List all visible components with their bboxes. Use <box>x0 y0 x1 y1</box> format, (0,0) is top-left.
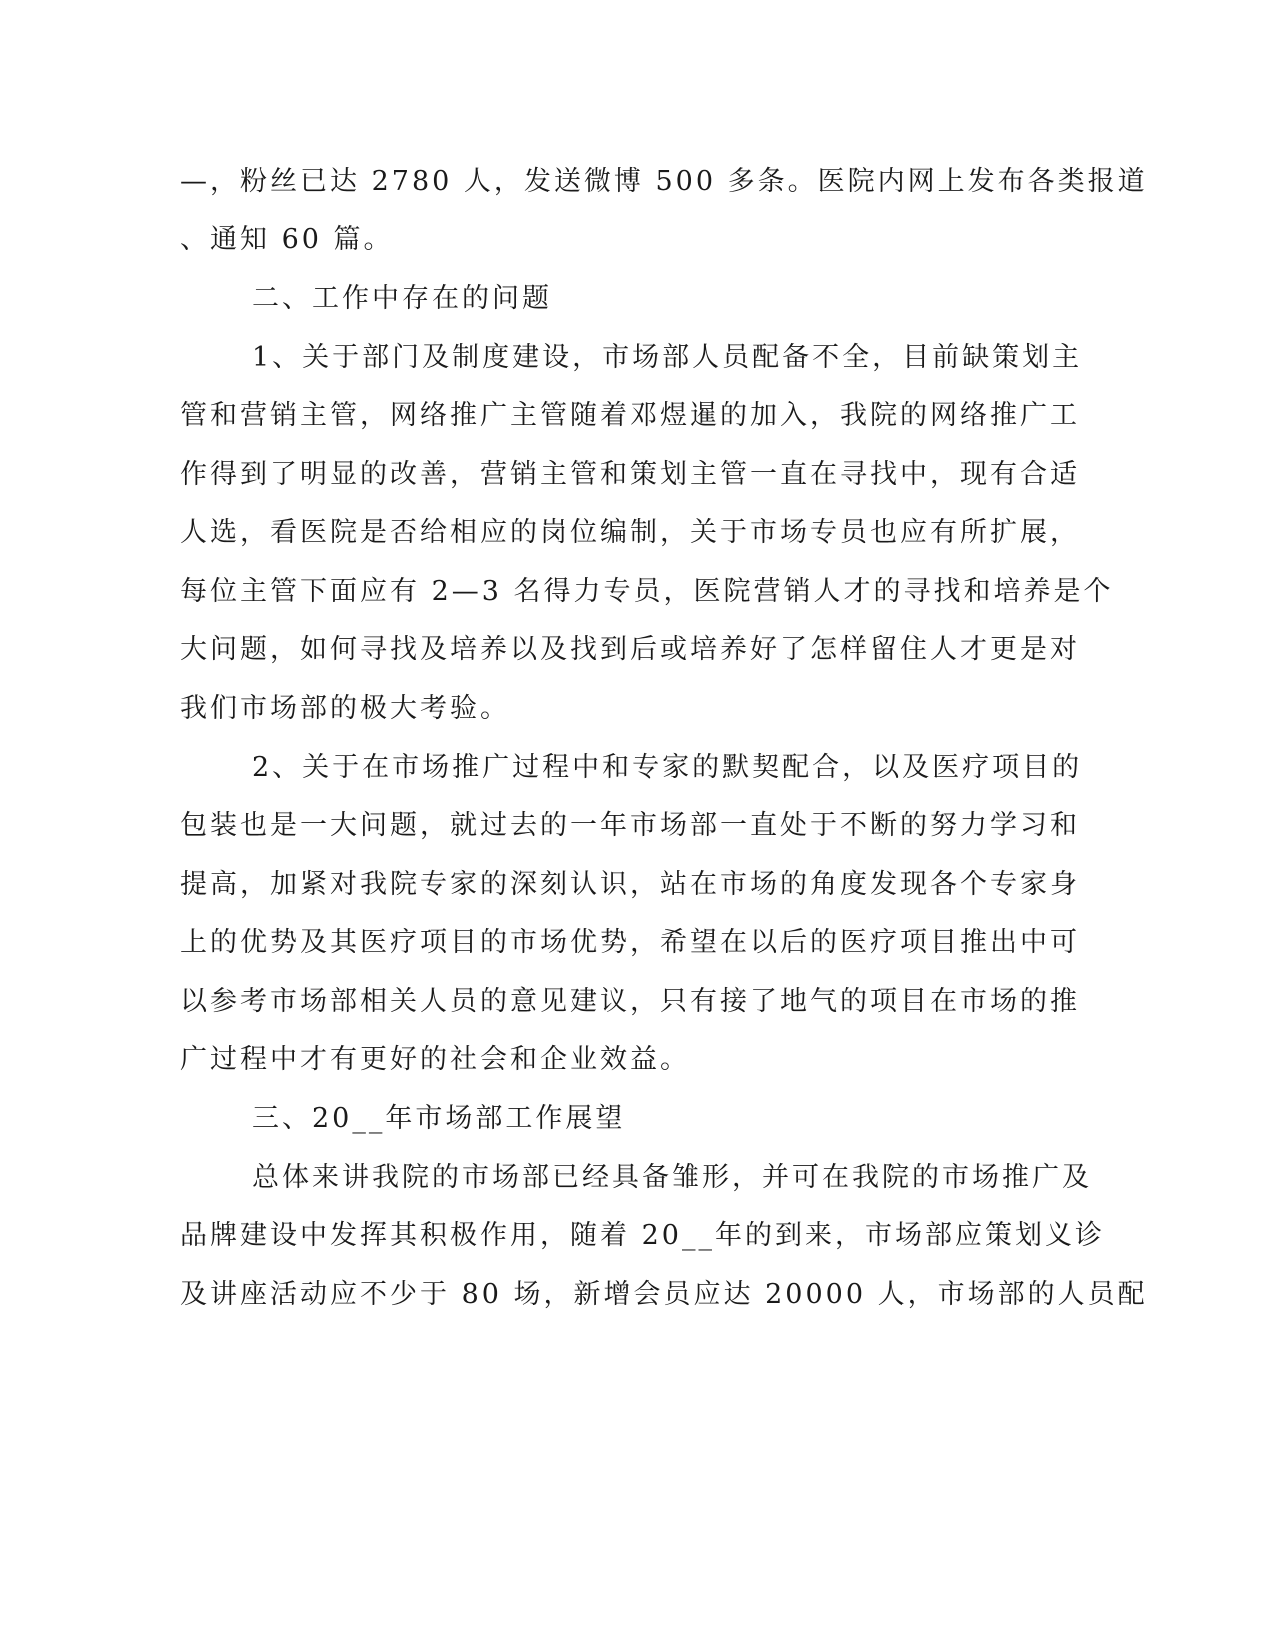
text-line: 上的优势及其医疗项目的市场优势，希望在以后的医疗项目推出中可 <box>180 927 1080 958</box>
text-line: 广过程中才有更好的社会和企业效益。 <box>180 1044 690 1075</box>
text-line: 大问题，如何寻找及培养以及找到后或培养好了怎样留住人才更是对 <box>180 634 1080 665</box>
text-line: 品牌建设中发挥其积极作用，随着 20__年的到来，市场部应策划义诊 <box>180 1220 1105 1251</box>
text-line: 提高，加紧对我院专家的深刻认识，站在市场的角度发现各个专家身 <box>180 869 1080 900</box>
paragraph-start: 1、关于部门及制度建设，市场部人员配备不全，目前缺策划主 <box>252 342 1083 373</box>
text-line: 作得到了明显的改善，营销主管和策划主管一直在寻找中，现有合适 <box>180 459 1080 490</box>
text-line: 包装也是一大问题，就过去的一年市场部一直处于不断的努力学习和 <box>180 810 1080 841</box>
text-line: 每位主管下面应有 2—3 名得力专员，医院营销人才的寻找和培养是个 <box>180 576 1114 607</box>
text-line: 及讲座活动应不少于 80 场，新增会员应达 20000 人，市场部的人员配 <box>180 1279 1148 1310</box>
section-heading-outlook: 三、20__年市场部工作展望 <box>252 1103 626 1134</box>
text-line: —，粉丝已达 2780 人，发送微博 500 多条。医院内网上发布各类报道 <box>180 166 1148 197</box>
text-line: 、通知 60 篇。 <box>180 224 394 255</box>
text-line: 管和营销主管，网络推广主管随着邓煜暹的加入，我院的网络推广工 <box>180 400 1080 431</box>
section-heading-problems: 二、工作中存在的问题 <box>252 283 552 314</box>
text-line: 人选，看医院是否给相应的岗位编制，关于市场专员也应有所扩展， <box>180 517 1080 548</box>
paragraph-start: 2、关于在市场推广过程中和专家的默契配合，以及医疗项目的 <box>252 752 1083 783</box>
text-line: 我们市场部的极大考验。 <box>180 693 510 724</box>
text-line: 以参考市场部相关人员的意见建议，只有接了地气的项目在市场的推 <box>180 986 1080 1017</box>
paragraph-start: 总体来讲我院的市场部已经具备雏形，并可在我院的市场推广及 <box>252 1162 1092 1193</box>
